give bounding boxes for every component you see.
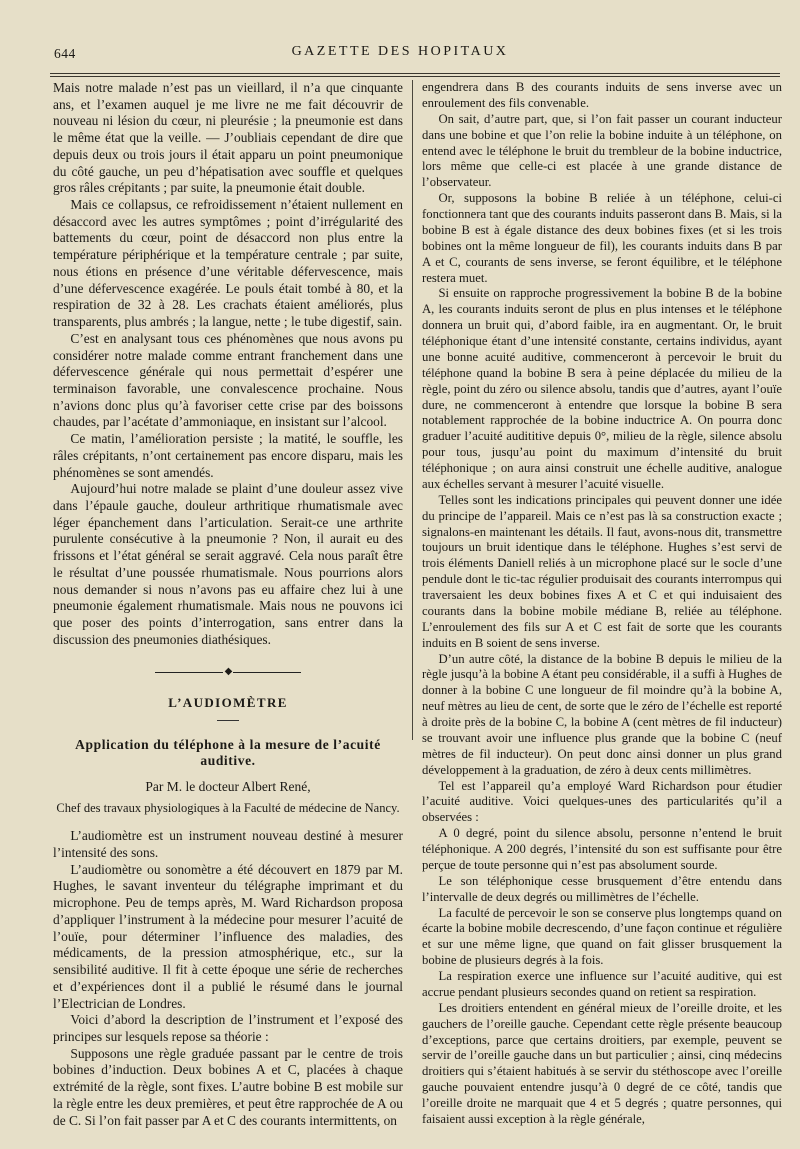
audiometer-article-text [53,828,403,1129]
paragraph: C’est en analysant tous ces phénomènes que nous avons pu considérer notre malade comme entrant franchement dans une défervescence générale qui nous permettait d’espérer une terminaison favorable, une convalescence prochaine. Nous n’avions donc plus qu’à favoriser cette crise par des boissons chaudes, par l’acétate d’ammoniaque, en insistant sur l’alcool. [53,330,403,430]
paragraph: L’audiomètre est un instrument nouveau destiné à mesurer l’intensité des sons. [53,828,403,861]
left-column [53,80,403,1129]
paragraph: La faculté de percevoir le son se conserve plus longtemps quand on écarte la bobine mobile decrescendo, d’une façon continue et régulière et sur une même ligne, que quand on fait glisser brusquement la bobine de plusieurs degrés à la fois. [422,905,782,968]
paragraph: L’audiomètre ou sonomètre a été découvert en 1879 par M. Hughes, le savant inventeur du télégraphe imprimant et du microphone. Peu de temps après, M. Ward Richardson proposa d’appliquer l’instrument à la médecine pour mesurer l’acuité de l’ouïe, pour déterminer l’influence des maladies, des médicaments, de la pression atmosphérique, etc., sur la sensibilité auditive. Il fit à cette époque une série de recherches et d’expériences dont il a publié le résumé dans le journal l’Electrician de Londres. [53,861,403,1011]
running-title: GAZETTE DES HOPITAUX [291,44,509,59]
paragraph: Tel est l’appareil qu’a employé Ward Richardson pour étudier l’acuité auditive. Voici quelques-unes des particularités qu’il a observées : [422,778,782,825]
paragraph: Telles sont les indications principales qui peuvent donner une idée du principe de l’appareil. Mais ce n’est pas là sa construction exacte ; signalons-en maintenant les détails. Il faut, avons-nous dit, transmettre toujours un bruit identique dans le téléphone. Hughes s’est servi de trois éléments Daniell reliés à un microphone placé sur le socle d’une pendule dont le tic-tac régulier produisait des courants interrompus qui traversaient les deux bobines fixes A et C et qui induisaient des courants dans la bobine mobile médiane B, reliée au téléphone. L’enroulement des fils sur A et C est fait de sorte que les courants induits en B soient de sens inverse. [422,492,782,650]
paragraph: Voici d’abord la description de l’instrument et l’exposé des principes sur lesquels repose sa théorie : [53,1012,403,1044]
page-number: 644 [54,46,76,61]
column-separator [412,80,413,740]
paragraph: Le son téléphonique cesse brusquement d’être entendu dans l’intervalle de deux degrés ou millimètres de l’échelle. [422,873,782,904]
paragraph: Mais notre malade n’est pas un vieillard, il n’a que cinquante ans, et l’examen auquel je me livre ne me fait découvrir de nouveau ni lésion du cœur, ni pleurésie ; la pneumonie est dans le même état que la veille. — J’oubliais cependant de dire que depuis deux ou trois jours il était apparu un point pneumonique du côté gauche, un peu d’hépatisation avec souffle et quelques gros râles crépitants ; par suite, la pneumonie était double. [53,80,403,196]
paragraph: La respiration exerce une influence sur l’acuité auditive, qui est accrue pendant plusieurs secondes quand on retient sa respiration. [422,969,782,999]
paragraph: engendrera dans B des courants induits de sens inverse avec un enroulement des fils convenable. [422,80,782,110]
article-author: Par M. le docteur Albert René, [145,778,311,794]
pneumonia-case-text [53,80,403,648]
paragraph: Si ensuite on rapproche progressivement la bobine B de la bobine A, les courants induits seront de plus en plus intenses et le téléphone donnera un bruit qui, d’abord faible, ira en augmentant. Or, le bruit téléphonique étant d’une intensité constante, certains individus, ayant une bonne acuité auditive, commenceront à percevoir le bruit du téléphone quand la bobine B sera à peine déplacée du milieu de la règle, point du zéro ou silence absolu, tandis que d’autres, ayant l’ouïe dure, ne commenceront à entendre que lorsque la bobine B sera notablement rapprochée de la bobine inductrice A. On pourra donc graduer l’acuité audititive depuis 0°, milieu de la règle, silence absolu pour tous, jusqu’au point du maximum d’intensité du bruit téléphonique ; on aura ainsi construit une échelle auditive, analogue aux échelles servant à mesurer l’acuité visuelle. [422,286,782,491]
paragraph: D’un autre côté, la distance de la bobine B depuis le milieu de la règle jusqu’à la bobine A étant peu considérable, il a suffi à Hughes de donner à la bobine C une longueur de fil moindre qu’à la bobine A, neuf mètres au lieu de cent, de sorte que le zéro de l’échelle est reporté à droite près de la bobine C, la bobine A (cent mètres de fil inducteur) se trouvant avoir une influence plus grande que la bobine C (neuf mètres de fil inducteur). On peut donc ainsi donner un plus grand développement à la graduation, de zéro à deux cents millimètres. [422,651,782,777]
paragraph: Or, supposons la bobine B reliée à un téléphone, celui-ci fonctionnera tant que des courants induits passeront dans B. Mais, si la bobine B est à égale distance des deux bobines fixes (et si les trois bobines ont la même longueur de fil), les courants induits dans B par A et C, courants de sens inverse, se feront équilibre, et le téléphone restera muet. [422,191,782,285]
header-rule [50,73,780,74]
header-rule-thin [50,76,780,77]
paragraph: Ce matin, l’amélioration persiste ; la matité, le souffle, les râles crépitants, n’ont certainement pas encore disparu, mais les phénomènes se sont amendés. [53,431,403,480]
section-short-rule [217,720,239,721]
author-affiliation: Chef des travaux physiologiques à la Faculté de médecine de Nancy. [56,800,400,815]
audiometer-article-continued [422,80,782,1128]
paragraph: On sait, d’autre part, que, si l’on fait passer un courant inducteur dans une bobine et que l’on relie la bobine induite à un téléphone, on entend avec le téléphone le bruit du trembleur de la bobine inductrice, lors même que celle-ci est placée à une grande distance de l’observateur. [422,111,782,190]
paragraph: Les droitiers entendent en général mieux de l’oreille droite, et les gauchers de l’oreille gauche. Cependant cette règle présente beaucoup d’exceptions, parce que certains droitiers, par exemple, peuvent se servir de l’oreille gauche dans un but particulier ; ainsi, cinq médecins droitiers qui s’étaient habitués à se servir du stéthoscope avec l’oreille gauche pouvaient entendre jusqu’à 0 degré de ce côté, tandis que l’oreille droite ne marquait que 4 et 5 degrés ; quatre personnes, qui faisaient aussi exception à la règle générale, [422,1000,782,1126]
article-title: Application du téléphone à la mesure de l’acuité auditive. [75,736,381,768]
section-ornament: ◆ [53,664,403,681]
paragraph: A 0 degré, point du silence absolu, personne n’entend le bruit téléphonique. A 200 degrés, l’intensité du son est suffisante pour être perçue de toute personne qui n’est pas absolument sourde. [422,826,782,872]
right-column [422,80,782,1128]
section-title: L’AUDIOMÈTRE [168,695,288,711]
paragraph: Aujourd’hui notre malade se plaint d’une douleur assez vive dans l’épaule gauche, douleur arthritique rhumatismale avec léger épanchement dans l’articulation. Serait-ce une arthrite purulente consécutive à la pneumonie ? Non, il aurait eu des frissons et l’état général se serait aggravé. Cela nous paraît être le résultat d’une poussée rhumatismale. Nous pourrions alors nous demander si nous n’avons pas eu affaire chez lui à une pneumonie également rhumatismale. Mais nous ne pouvons ici que poser des points d’interrogation, sans entrer dans la discussion des pneumonies diathésiques. [53,481,403,647]
paragraph: Supposons une règle graduée passant par le centre de trois bobines d’induction. Deux bobines A et C, placées à chaque extrémité de la règle, sont fixes. L’autre bobine B est mobile sur la règle entre les deux premières, et peut être rapprochée de A ou de C. Si l’on fait passer par A et C des courants intermittents, on [53,1045,403,1128]
paragraph: Mais ce collapsus, ce refroidissement n’étaient nullement en désaccord avec les autres symptômes ; point d’irrégularité des battements du cœur, point de désaccord non plus entre la température périphérique et la température centrale ; par suite, nous étions en présence d’une véritable défervescence, mais d’une défervescence exagérée. Le pouls était tombé à 80, et la respiration de 32 à 28. Les crachats étaient améliorés, plus transparents, plus ambrés ; la langue, nette ; le tube digestif, sain. [53,197,403,330]
page-header [0,40,800,64]
